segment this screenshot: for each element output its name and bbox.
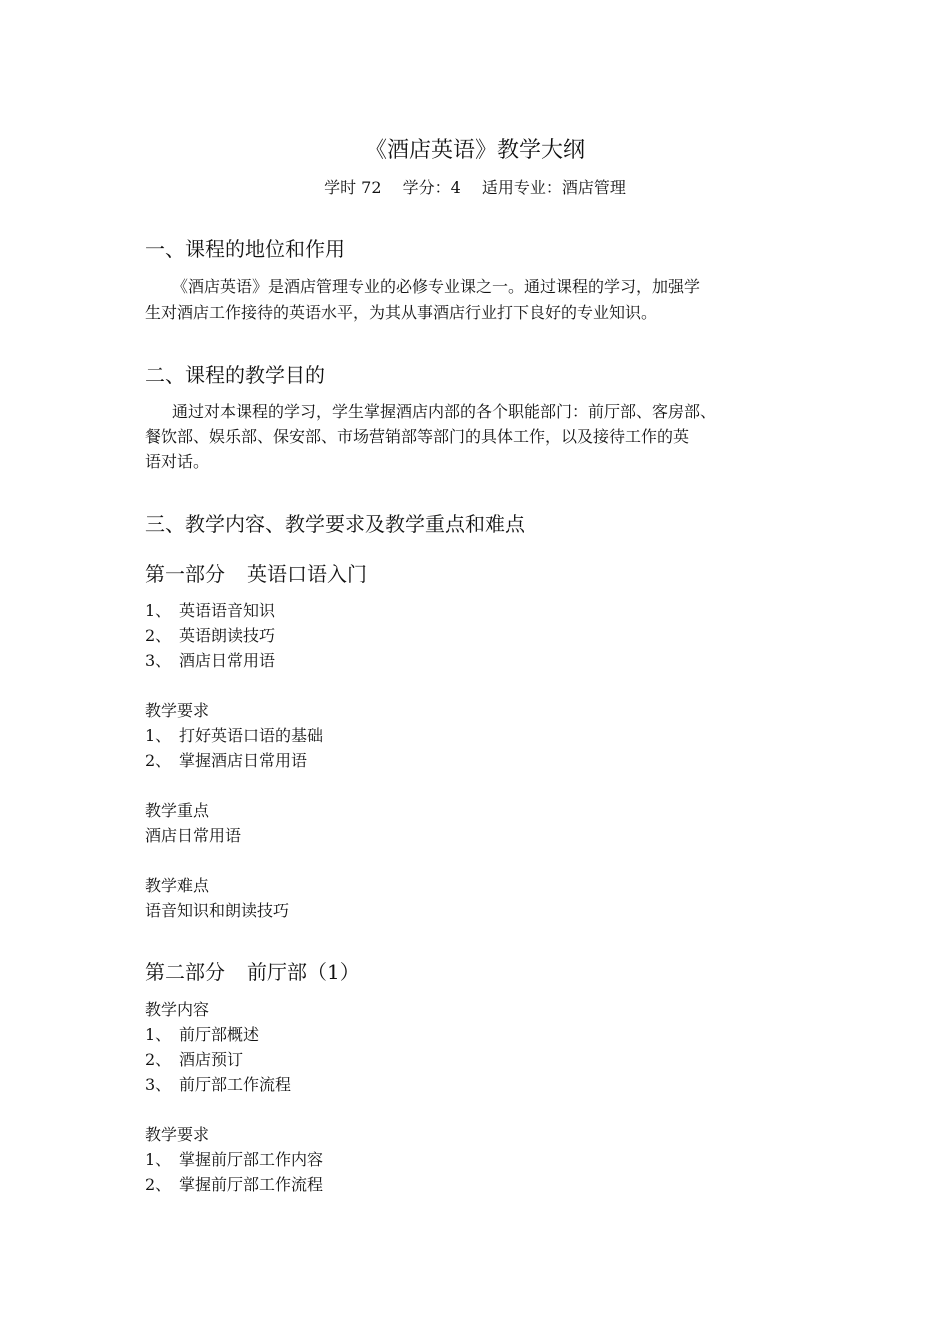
section-heading-purpose: 二、课程的教学目的 (145, 363, 325, 387)
list-item: 1、 英语语音知识 (145, 601, 276, 620)
document-title: 《酒店英语》教学大纲 (364, 138, 585, 163)
list-item: 1、 掌握前厅部工作内容 (145, 1150, 324, 1169)
course-hours: 学时 72 (324, 178, 382, 197)
list-item: 1、 打好英语口语的基础 (145, 726, 324, 745)
section1-paragraph-line: 《酒店英语》是酒店管理专业的必修专业课之一。通过课程的学习，加强学 (172, 277, 701, 296)
list-item: 2、 英语朗读技巧 (145, 626, 276, 645)
part1-key-point: 酒店日常用语 (145, 826, 242, 845)
part2-name: 前厅部（1） (247, 960, 360, 984)
list-item: 2、 掌握酒店日常用语 (145, 751, 308, 770)
section-heading-position: 一、课程的地位和作用 (145, 237, 345, 261)
part1-requirements-heading: 教学要求 (145, 701, 210, 720)
list-item: 1、 前厅部概述 (145, 1025, 260, 1044)
part1-difficulty: 语音知识和朗读技巧 (145, 901, 290, 920)
part2-label: 第二部分 (145, 960, 225, 984)
section1-paragraph-line: 生对酒店工作接待的英语水平，为其从事酒店行业打下良好的专业知识。 (145, 303, 658, 322)
list-item: 3、 酒店日常用语 (145, 651, 276, 670)
list-item: 2、 酒店预订 (145, 1050, 244, 1069)
list-item: 3、 前厅部工作流程 (145, 1075, 292, 1094)
part1-difficulty-heading: 教学难点 (145, 876, 210, 895)
section2-paragraph-line: 餐饮部、娱乐部、保安部、市场营销部等部门的具体工作，以及接待工作的英 (145, 427, 690, 446)
part2-content-heading: 教学内容 (145, 1000, 210, 1019)
section-heading-content: 三、教学内容、教学要求及教学重点和难点 (145, 512, 525, 536)
list-item: 2、 掌握前厅部工作流程 (145, 1175, 324, 1194)
part1-key-heading: 教学重点 (145, 801, 210, 820)
part2-heading (145, 958, 360, 986)
section2-paragraph-line: 通过对本课程的学习，学生掌握酒店内部的各个职能部门：前厅部、客房部、 (172, 402, 717, 421)
course-meta (0, 176, 950, 200)
course-major: 适用专业：酒店管理 (481, 178, 626, 197)
course-credits: 学分：4 (402, 178, 461, 197)
part1-name: 英语口语入门 (247, 562, 367, 586)
part2-requirements-heading: 教学要求 (145, 1125, 210, 1144)
part1-label: 第一部分 (145, 562, 225, 586)
section2-paragraph-line: 语对话。 (145, 452, 210, 471)
part1-heading (145, 560, 367, 588)
